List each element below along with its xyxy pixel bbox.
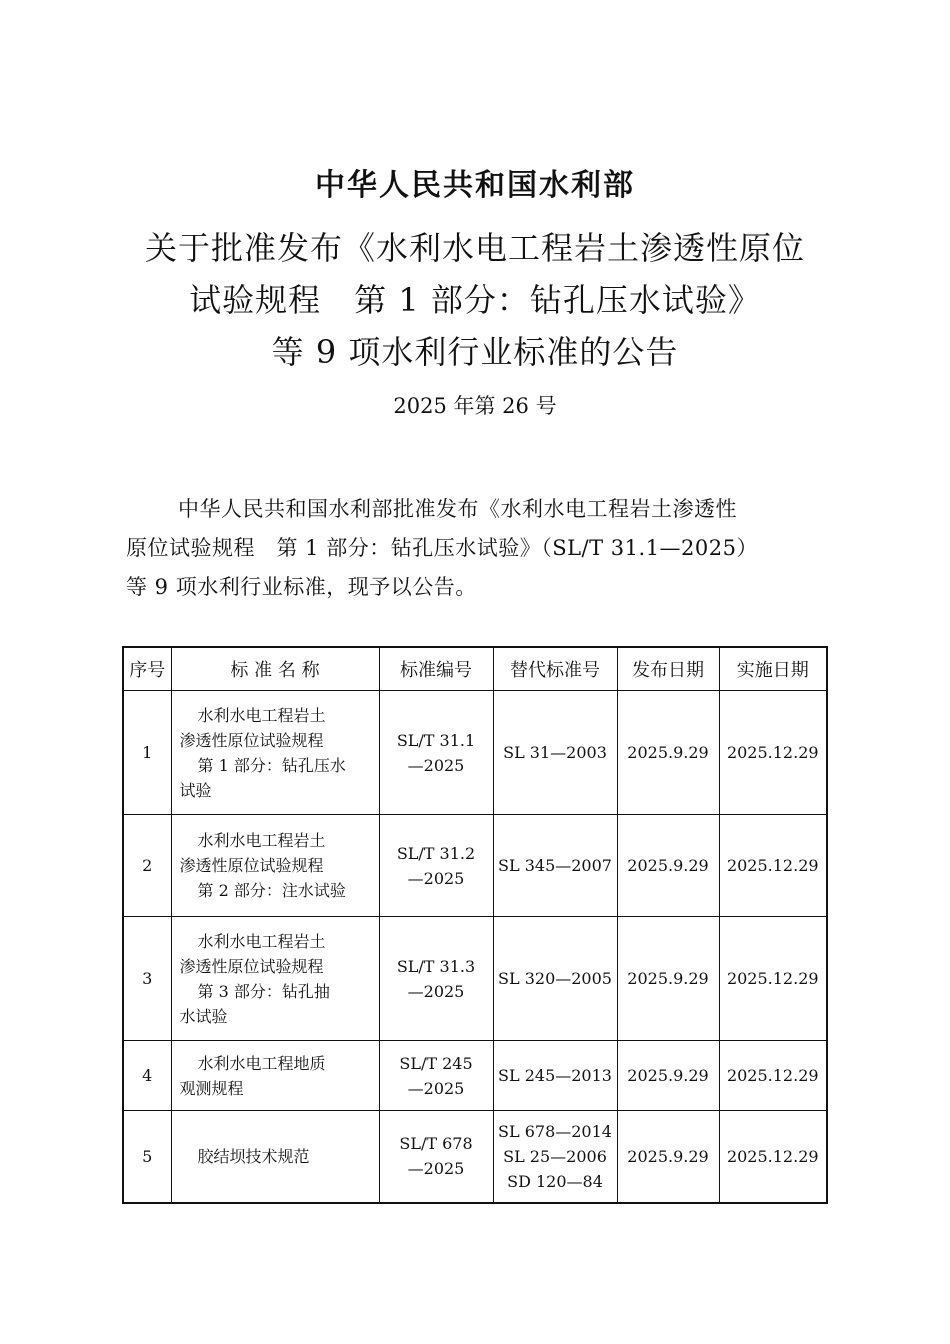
cell-effective-date: 2025.12.29 (719, 1041, 827, 1111)
name-line: 观测规程 (179, 1078, 244, 1098)
code-line: —2025 (407, 868, 465, 888)
cell-code (379, 1111, 493, 1203)
table-header-row (123, 647, 827, 691)
cell-replaces (493, 1041, 617, 1111)
document-number: 2025 年第 26 号 (393, 394, 557, 418)
body-line: 原位试验规程 第 1 部分：钻孔压水试验》（SL/T 31.1—2025） (126, 536, 758, 560)
cell-effective-date: 2025.12.29 (719, 917, 827, 1041)
title-line: 关于批准发布《水利水电工程岩土渗透性原位 (144, 229, 805, 267)
cell-no: 2 (123, 815, 171, 917)
cell-replaces (493, 815, 617, 917)
cell-publish-date: 2025.9.29 (617, 917, 719, 1041)
replaces-line: SL 345—2007 (498, 856, 612, 875)
cell-publish-date: 2025.9.29 (617, 1111, 719, 1203)
code-line: —2025 (407, 981, 465, 1001)
cell-code (379, 815, 493, 917)
standards-table (122, 646, 828, 1204)
cell-replaces (493, 1111, 617, 1203)
code-line: SL/T 31.3 (396, 956, 476, 976)
cell-no: 1 (123, 691, 171, 815)
name-line: 第 2 部分：注水试验 (197, 881, 346, 900)
name-line: 水利水电工程岩土 (197, 931, 326, 951)
replaces-line: SL 31—2003 (503, 743, 607, 762)
header-replaces: 替代标准号 (493, 647, 617, 691)
cell-no: 4 (123, 1041, 171, 1111)
header-code: 标准编号 (379, 647, 493, 691)
cell-name (171, 917, 379, 1041)
name-line: 渗透性原位试验规程 (179, 856, 324, 875)
replaces-line: SL 678—2014 (498, 1121, 612, 1141)
cell-effective-date: 2025.12.29 (719, 691, 827, 815)
title-line: 试验规程 第 1 部分：钻孔压水试验》 (189, 281, 761, 319)
cell-code (379, 1041, 493, 1111)
title-line: 等 9 项水利行业标准的公告 (271, 333, 679, 371)
name-line: 水试验 (179, 1006, 228, 1026)
announcement-title (0, 222, 950, 378)
cell-replaces (493, 917, 617, 1041)
cell-effective-date: 2025.12.29 (719, 815, 827, 917)
cell-publish-date: 2025.9.29 (617, 691, 719, 815)
name-line: 水利水电工程岩土 (197, 705, 326, 725)
ministry-name: 中华人民共和国水利部 (315, 168, 635, 203)
code-line: SL/T 31.2 (396, 843, 476, 863)
code-line: —2025 (407, 1159, 465, 1179)
name-line: 第 1 部分：钻孔压水 (197, 755, 346, 775)
name-line: 试验 (179, 780, 212, 800)
table-row (123, 1041, 827, 1111)
code-line: SL/T 678 (399, 1134, 473, 1154)
replaces-line: SL 245—2013 (498, 1066, 612, 1085)
name-line: 水利水电工程岩土 (197, 831, 326, 850)
header-effective-date: 实施日期 (719, 647, 827, 691)
cell-replaces (493, 691, 617, 815)
cell-no: 5 (123, 1111, 171, 1203)
replaces-line: SL 320—2005 (498, 969, 612, 988)
table-row (123, 815, 827, 917)
code-line: —2025 (407, 755, 465, 775)
name-line: 渗透性原位试验规程 (179, 956, 324, 976)
cell-effective-date: 2025.12.29 (719, 1111, 827, 1203)
table-row (123, 1111, 827, 1203)
table-row (123, 691, 827, 815)
cell-name (171, 691, 379, 815)
cell-name (171, 815, 379, 917)
body-line: 等 9 项水利行业标准，现予以公告。 (126, 575, 477, 599)
header-name: 标 准 名 称 (171, 647, 379, 691)
name-line: 胶结坝技术规范 (197, 1146, 310, 1166)
cell-code (379, 917, 493, 1041)
code-line: SL/T 31.1 (396, 730, 476, 750)
cell-name (171, 1041, 379, 1111)
table-row (123, 917, 827, 1041)
body-line: 中华人民共和国水利部批准发布《水利水电工程岩土渗透性 (178, 497, 737, 521)
cell-name (171, 1111, 379, 1203)
header-publish-date: 发布日期 (617, 647, 719, 691)
replaces-line: SD 120—84 (507, 1171, 603, 1191)
name-line: 第 3 部分：钻孔抽 (197, 981, 330, 1001)
header-no: 序号 (123, 647, 171, 691)
replaces-line: SL 25—2006 (503, 1146, 607, 1166)
cell-code (379, 691, 493, 815)
name-line: 渗透性原位试验规程 (179, 730, 324, 750)
code-line: —2025 (407, 1078, 465, 1098)
cell-publish-date: 2025.9.29 (617, 1041, 719, 1111)
code-line: SL/T 245 (399, 1053, 473, 1073)
cell-no: 3 (123, 917, 171, 1041)
announcement-body (126, 490, 826, 607)
name-line: 水利水电工程地质 (197, 1053, 326, 1073)
cell-publish-date: 2025.9.29 (617, 815, 719, 917)
